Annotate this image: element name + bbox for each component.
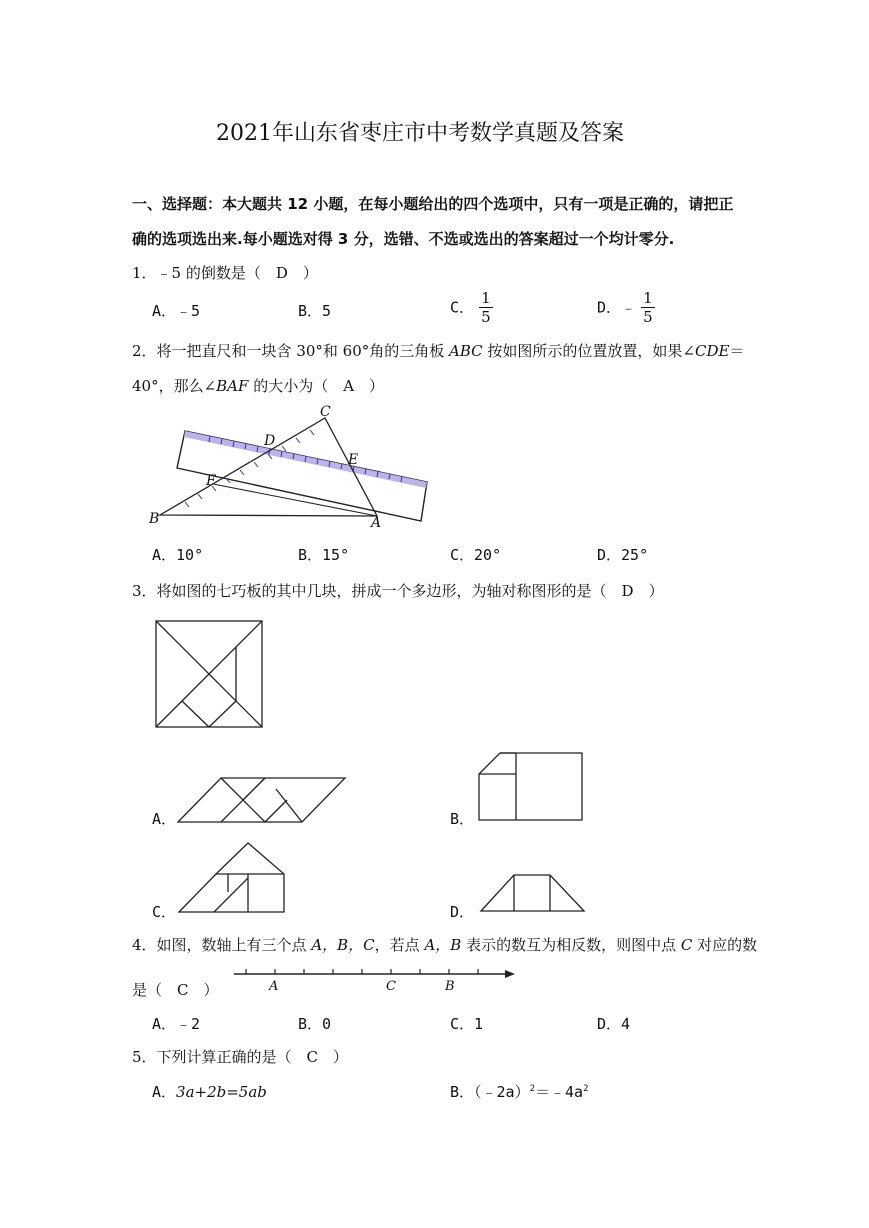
point-names: A，B，C bbox=[311, 936, 375, 954]
option-d-trapezoid-figure bbox=[478, 872, 588, 914]
question-4-option-a: A．﹣2 bbox=[152, 1015, 201, 1033]
question-3-option-c-label: C． bbox=[152, 903, 177, 921]
label-c: C bbox=[320, 404, 331, 420]
exponent: 2 bbox=[529, 1084, 536, 1094]
label-f: F bbox=[206, 473, 216, 489]
question-2-option-d: D．25° bbox=[597, 546, 649, 564]
angle-name: CDE bbox=[695, 342, 730, 360]
fraction bbox=[479, 291, 493, 325]
ruler-triangle-figure bbox=[140, 400, 440, 535]
axis-ticks bbox=[246, 969, 478, 974]
option-b-polygon-figure bbox=[476, 750, 586, 824]
question-2-stem-line1 bbox=[132, 340, 744, 361]
question-1-option-b: B．5 bbox=[298, 302, 332, 320]
line-fa bbox=[213, 484, 377, 516]
question-1-option-d bbox=[597, 291, 655, 325]
expression-rhs: ＝﹣4a bbox=[535, 1083, 584, 1101]
tangram-square-figure bbox=[154, 619, 266, 731]
question-2-option-c: C．20° bbox=[450, 546, 502, 564]
label-a: A bbox=[371, 515, 382, 531]
text: 对应的数 bbox=[692, 936, 758, 954]
question-4-option-b: B．0 bbox=[298, 1015, 332, 1033]
section-instructions-line2: 确的选项选出来.每小题选对得 3 分，选错、不选或选出的答案超过一个均计零分. bbox=[132, 230, 675, 248]
expression: 3a+2b=5ab bbox=[176, 1083, 267, 1101]
option-a-parallelogram-figure bbox=[176, 775, 348, 825]
exponent: 2 bbox=[583, 1084, 589, 1094]
question-5-stem: 5．下列计算正确的是（ C ） bbox=[132, 1048, 349, 1066]
text: 40°，那么∠ bbox=[132, 377, 217, 395]
option-label: A． bbox=[152, 1083, 177, 1101]
label-b: B bbox=[149, 511, 160, 527]
point-names: A，B bbox=[424, 936, 462, 954]
text: ，若点 bbox=[374, 936, 425, 954]
page-title: 2021年山东省枣庄市中考数学真题及答案 bbox=[216, 121, 624, 146]
question-4-option-c: C．1 bbox=[450, 1015, 484, 1033]
numerator: 1 bbox=[643, 289, 653, 307]
axis-label-c: C bbox=[386, 979, 396, 994]
question-5-option-b bbox=[450, 1081, 589, 1102]
fraction bbox=[641, 291, 655, 325]
option-label: D． bbox=[597, 298, 622, 317]
triangle-ticks bbox=[185, 430, 314, 507]
question-2-stem-line2 bbox=[132, 375, 384, 396]
option-c-house-figure bbox=[176, 840, 290, 916]
question-3-option-d-label: D． bbox=[450, 903, 475, 921]
question-5-option-a bbox=[152, 1081, 267, 1102]
denominator: 5 bbox=[481, 308, 491, 326]
axis-label-b: B bbox=[445, 979, 455, 994]
question-3-option-b-label: B． bbox=[450, 810, 475, 828]
label-e: E bbox=[348, 452, 359, 468]
text: ＝ bbox=[729, 342, 745, 360]
question-2-option-a: A．10° bbox=[152, 546, 204, 564]
text: 2．将一把直尺和一块含 30°和 60°角的三角板 bbox=[132, 342, 450, 360]
question-3-stem: 3．将如图的七巧板的其中几块，拼成一个多边形，为轴对称图形的是（ D ） bbox=[132, 582, 664, 600]
point-name: C bbox=[680, 936, 693, 954]
question-1-stem: 1．﹣5 的倒数是（ D ） bbox=[132, 264, 318, 282]
denominator: 5 bbox=[643, 308, 653, 326]
option-label: B． bbox=[450, 1083, 475, 1101]
option-label: C． bbox=[450, 298, 475, 317]
question-1-option-c bbox=[450, 291, 493, 325]
angle-name: BAF bbox=[216, 377, 249, 395]
expression: （﹣2a） bbox=[474, 1083, 530, 1101]
triangle-name: ABC bbox=[449, 342, 483, 360]
question-3-option-a-label: A． bbox=[152, 810, 177, 828]
label-d: D bbox=[264, 433, 276, 449]
text: 按如图所示的位置放置，如果∠ bbox=[482, 342, 695, 360]
question-4-option-d: D．4 bbox=[597, 1015, 631, 1033]
axis-arrow bbox=[505, 970, 515, 978]
question-2-option-b: B．15° bbox=[298, 546, 350, 564]
text: 的大小为（ A ） bbox=[248, 377, 385, 395]
section-instructions-line1: 一、选择题：本大题共 12 小题，在每小题给出的四个选项中，只有一项是正确的，请把正 bbox=[132, 195, 734, 213]
text: 4．如图，数轴上有三个点 bbox=[132, 936, 312, 954]
question-4-stem-line2: 是（ C ） bbox=[132, 981, 219, 999]
number-line-figure bbox=[232, 960, 517, 996]
question-1-option-a: A．﹣5 bbox=[152, 302, 201, 320]
question-4-stem-line1 bbox=[132, 934, 757, 955]
axis-label-a: A bbox=[269, 979, 279, 994]
numerator: 1 bbox=[481, 289, 491, 307]
minus-sign: ﹣ bbox=[621, 298, 637, 317]
text: 表示的数互为相反数，则图中点 bbox=[461, 936, 681, 954]
